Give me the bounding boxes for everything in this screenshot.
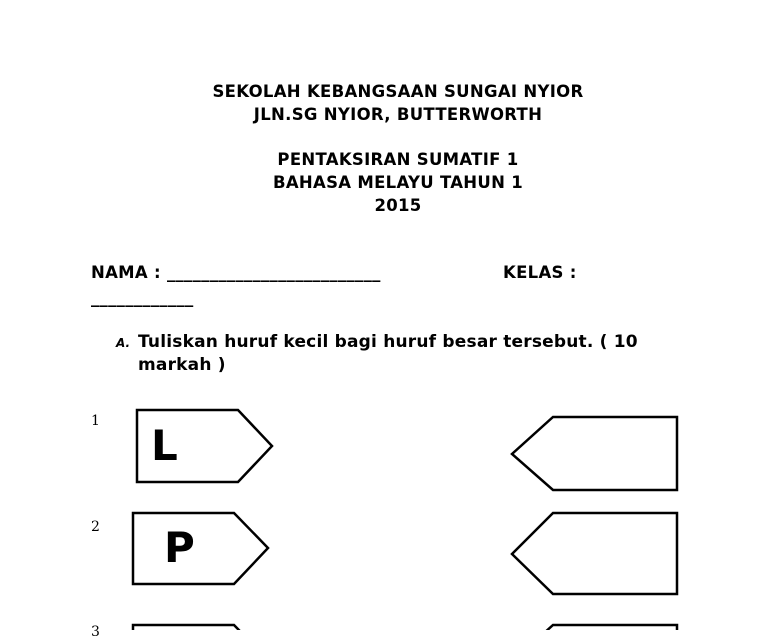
school-address: JLN.SG NYIOR, BUTTERWORTH	[253, 105, 543, 124]
answer-box-3	[512, 625, 677, 630]
answer-box-1	[512, 417, 677, 490]
item-number-2: 2	[91, 519, 100, 535]
capital-letter-1: L	[151, 421, 178, 470]
capital-box-2	[133, 513, 268, 584]
item-number-1: 1	[91, 413, 100, 429]
kelas-label: KELAS :	[503, 263, 577, 282]
capital-letter-2: P	[164, 523, 195, 572]
item-number-3: 3	[91, 624, 100, 640]
subject-title: BAHASA MELAYU TAHUN 1	[272, 173, 524, 192]
nama-field: NAMA : _________________________	[91, 263, 381, 282]
answer-box-2	[512, 513, 677, 594]
school-name: SEKOLAH KEBANGSAAN SUNGAI NYIOR	[212, 82, 584, 101]
section-instruction: Tuliskan huruf kecil bagi huruf besar tersebut. ( 10 markah )	[138, 332, 638, 375]
exam-year: 2015	[374, 196, 422, 215]
capital-box-3	[133, 625, 268, 630]
kelas-blank: ____________	[91, 288, 194, 307]
exam-title: PENTAKSIRAN SUMATIF 1	[277, 150, 519, 169]
section-letter: A.	[116, 336, 131, 350]
